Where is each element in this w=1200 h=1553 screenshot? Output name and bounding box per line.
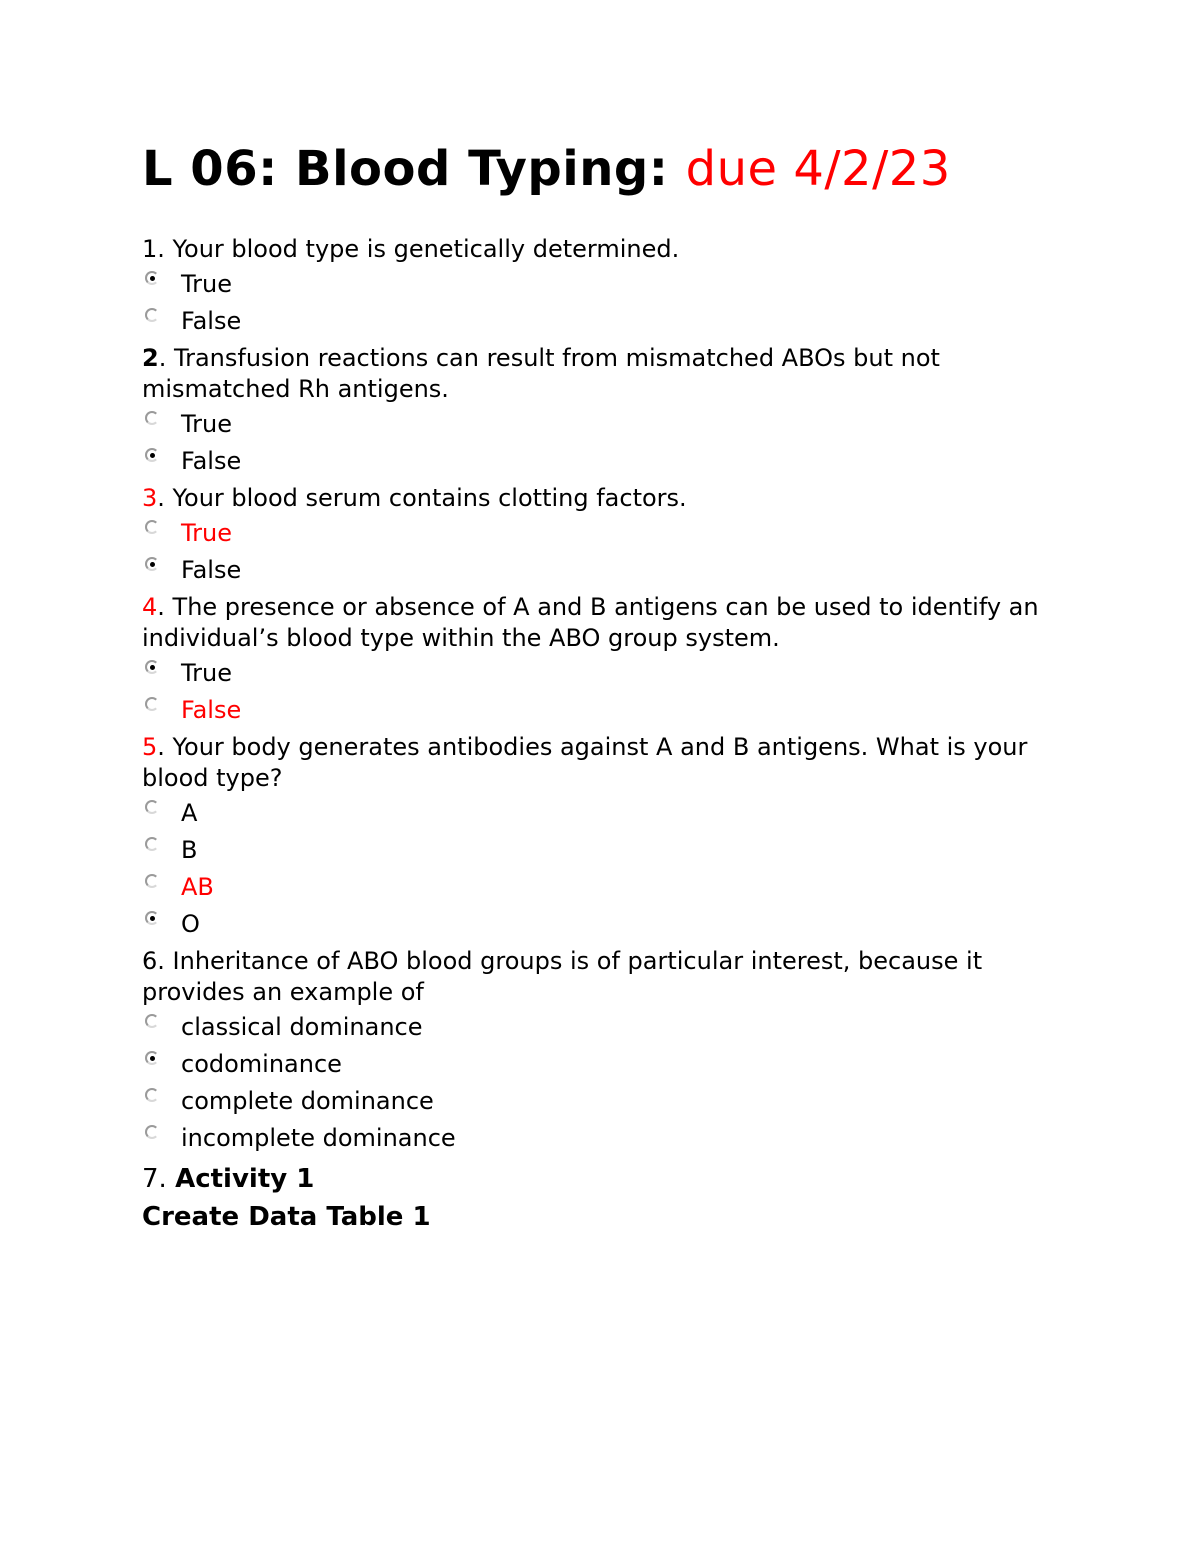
- question-text: . Your body generates antibodies against A and B antigens. What is your blood type?: [142, 733, 1028, 792]
- due-date: due 4/2/23: [685, 141, 951, 197]
- question-number: 6: [142, 947, 158, 975]
- option-label: incomplete dominance: [181, 1124, 456, 1152]
- question-text: . Your blood type is genetically determined.: [157, 235, 680, 263]
- option-complete-dominance[interactable]: [142, 1086, 1082, 1116]
- option-label: False: [181, 307, 242, 335]
- question-text: . Transfusion reactions can result from mismatched ABOs but not mismatched Rh antigens.: [142, 344, 940, 403]
- option-false[interactable]: [142, 695, 1082, 725]
- option-label: False: [181, 696, 242, 724]
- radio-unchecked-icon[interactable]: [145, 1125, 159, 1139]
- question-4: [142, 592, 1082, 654]
- option-label: codominance: [181, 1050, 342, 1078]
- question-number: 2: [142, 344, 159, 372]
- question-1: [142, 234, 1082, 265]
- question-text: . The presence or absence of A and B antigens can be used to identify an individual’s blood type within the ABO group system.: [142, 593, 1039, 652]
- option-incomplete-dominance[interactable]: [142, 1123, 1082, 1153]
- option-true[interactable]: [142, 658, 1082, 688]
- radio-unchecked-icon[interactable]: [145, 308, 159, 322]
- option-label: O: [181, 910, 200, 938]
- activity-heading: [142, 1160, 1082, 1198]
- option-label: True: [181, 659, 232, 687]
- activity-subtitle: Create Data Table 1: [142, 1202, 431, 1232]
- option-label: A: [181, 799, 198, 827]
- radio-unchecked-icon[interactable]: [145, 1014, 159, 1028]
- question-text: . Your blood serum contains clotting factors.: [157, 484, 687, 512]
- radio-unchecked-icon[interactable]: [145, 837, 159, 851]
- option-true[interactable]: [142, 409, 1082, 439]
- question-5: [142, 732, 1082, 794]
- question-number: 4: [142, 593, 158, 621]
- question-3: [142, 483, 1082, 514]
- document-page: [142, 140, 1082, 1236]
- page-title: [142, 140, 1082, 198]
- radio-checked-icon[interactable]: [145, 557, 159, 571]
- option-b[interactable]: [142, 835, 1082, 865]
- radio-checked-icon[interactable]: [145, 1051, 159, 1065]
- option-false[interactable]: [142, 555, 1082, 585]
- option-label: True: [181, 410, 232, 438]
- title-main: L 06: Blood Typing:: [142, 141, 669, 197]
- option-label: AB: [181, 873, 214, 901]
- option-true[interactable]: [142, 269, 1082, 299]
- option-true[interactable]: [142, 518, 1082, 548]
- option-classical-dominance[interactable]: [142, 1012, 1082, 1042]
- option-label: B: [181, 836, 198, 864]
- option-label: False: [181, 447, 242, 475]
- radio-unchecked-icon[interactable]: [145, 874, 159, 888]
- radio-checked-icon[interactable]: [145, 911, 159, 925]
- radio-checked-icon[interactable]: [145, 271, 159, 285]
- question-6: [142, 946, 1082, 1008]
- option-label: True: [181, 270, 232, 298]
- radio-unchecked-icon[interactable]: [145, 697, 159, 711]
- radio-unchecked-icon[interactable]: [145, 1088, 159, 1102]
- option-label: classical dominance: [181, 1013, 423, 1041]
- radio-unchecked-icon[interactable]: [145, 800, 159, 814]
- radio-checked-icon[interactable]: [145, 448, 159, 462]
- option-label: True: [181, 519, 232, 547]
- activity-label: Activity 1: [175, 1164, 315, 1194]
- question-number: 1: [142, 235, 158, 263]
- question-number: 3: [142, 484, 158, 512]
- question-text: . Inheritance of ABO blood groups is of particular interest, because it provides an example of: [142, 947, 983, 1006]
- option-false[interactable]: [142, 306, 1082, 336]
- option-false[interactable]: [142, 446, 1082, 476]
- option-a[interactable]: [142, 798, 1082, 828]
- option-label: False: [181, 556, 242, 584]
- question-2: [142, 343, 1082, 405]
- question-number: 5: [142, 733, 158, 761]
- activity-number: 7.: [142, 1164, 167, 1194]
- radio-unchecked-icon[interactable]: [145, 520, 159, 534]
- option-o[interactable]: [142, 909, 1082, 939]
- option-codominance[interactable]: [142, 1049, 1082, 1079]
- option-ab[interactable]: [142, 872, 1082, 902]
- radio-unchecked-icon[interactable]: [145, 411, 159, 425]
- radio-checked-icon[interactable]: [145, 660, 159, 674]
- option-label: complete dominance: [181, 1087, 434, 1115]
